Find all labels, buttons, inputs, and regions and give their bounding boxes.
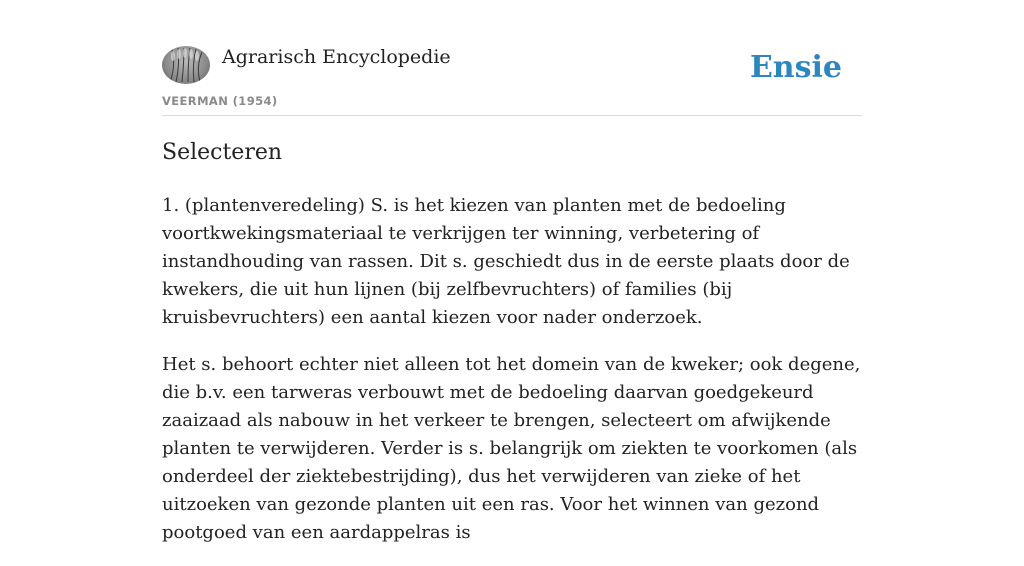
header: [162, 0, 862, 116]
wheat-logo-graphic: [162, 46, 210, 84]
publication-title[interactable]: Agrarisch Encyclopedie: [222, 46, 451, 68]
article-title: Selecteren: [162, 140, 283, 165]
article-paragraph: 1. (plantenveredeling) S. is het kiezen van planten met de bedoeling voortkwekingsmateriaal te verkrijgen ter winning, verbetering of instandhouding van rassen. Dit s. geschiedt dus in de eerste plaats door de kwekers, die uit hun lijnen (bij zelfbevruchters) of families (bij kruisbevruchters) een aantal kiezen voor nader onderzoek.: [162, 195, 850, 328]
author-year: VEERMAN (1954): [162, 94, 278, 108]
brand-logo[interactable]: Ensie: [749, 50, 842, 85]
wheat-logo-icon[interactable]: [162, 46, 210, 84]
page: [162, 0, 862, 543]
article-body: [162, 192, 862, 566]
article-paragraph: Het s. behoort echter niet alleen tot het domein van de kweker; ook degene, die b.v. een tarweras verbouwt met de bedoeling daarvan goedgekeurd zaaizaad als nabouw in het verkeer te brengen, selecteert om afwijkende planten te verwijderen. Verder is s. belangrijk om ziekten te voorkomen (als onderdeel der ziektebestrijding), dus het verwijderen van zieke of het uitzoeken van gezonde planten uit een ras. Voor het winnen van gezond pootgoed van een aardappelras is: [162, 354, 861, 543]
